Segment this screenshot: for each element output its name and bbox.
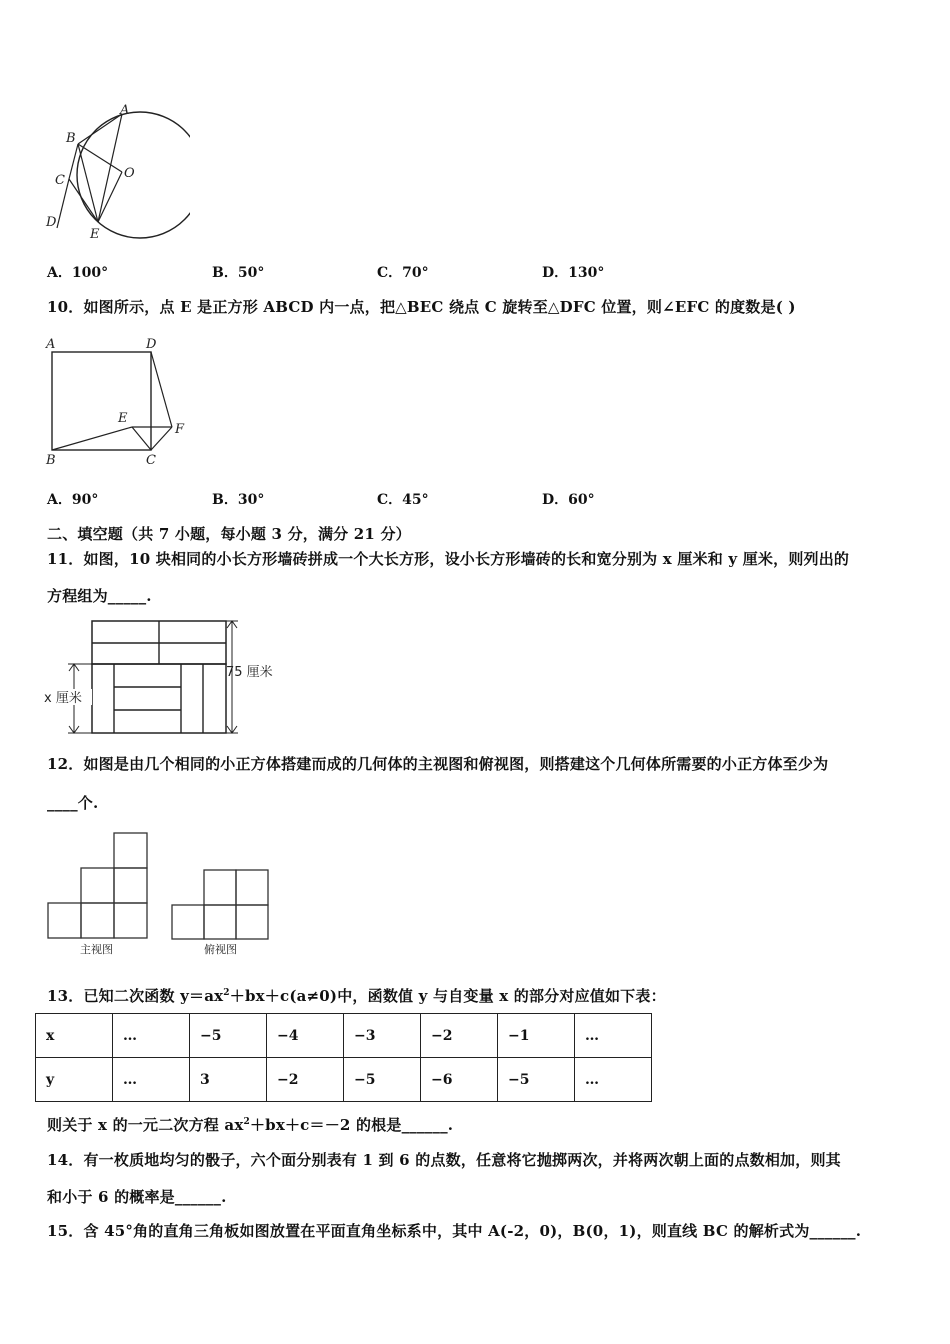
q9-label-C: C [55, 173, 65, 188]
q11-line-1: 11．如图，10 块相同的小长方形墙砖拼成一个大长方形，设小长方形墙砖的长和宽分别为 x 厘米和 y 厘米，则列出的 [47, 550, 850, 568]
table-cell: 3 [190, 1058, 267, 1102]
q10-option-c[interactable]: C．45° [377, 492, 429, 508]
q9-option-c[interactable]: C．70° [377, 265, 429, 281]
table-cell: −5 [498, 1058, 575, 1102]
q13-followup-text: 则关于 x 的一元二次方程 $ax^2+bx+c=-2$ 的根是______. [47, 1116, 454, 1134]
table-cell: −2 [421, 1014, 498, 1058]
table-cell: … [575, 1058, 652, 1102]
table-cell: −4 [267, 1014, 344, 1058]
q9-label-O: O [124, 166, 135, 181]
q11-line-2: 方程组为_____. [47, 587, 152, 605]
q10-option-d[interactable]: D．60° [542, 492, 595, 508]
q13-value-table [35, 1013, 652, 1102]
q9-label-D: D [46, 215, 57, 230]
table-cell: … [575, 1014, 652, 1058]
q9-label-B: B [66, 131, 76, 146]
q9-option-b[interactable]: B．50° [212, 265, 265, 281]
q9-option-d[interactable]: D．130° [542, 265, 605, 281]
table-cell: −2 [267, 1058, 344, 1102]
q10-label-F: F [175, 422, 185, 437]
table-cell: −5 [190, 1014, 267, 1058]
q12-views-figure [40, 825, 280, 960]
q10-question-text: 10．如图所示，点 E 是正方形 ABCD 内一点，把△BEC 绕点 C 旋转至△DFC 位置，则∠EFC 的度数是( ) [47, 298, 796, 316]
table-cell: … [113, 1014, 190, 1058]
q15-question-text: 15．含 45°角的直角三角板如图放置在平面直角坐标系中，其中 A(-2，0)，B(0，1)，则直线 BC 的解析式为______. [47, 1222, 862, 1240]
section-2-heading: 二、填空题（共 7 小题，每小题 3 分，满分 21 分） [47, 525, 411, 543]
q10-label-C: C [146, 453, 156, 468]
q12-top-view-caption: 俯视图 [204, 943, 237, 956]
q9-circle-figure [40, 100, 190, 245]
q10-label-E: E [118, 411, 128, 426]
table-cell: x [36, 1014, 113, 1058]
table-cell: −1 [498, 1014, 575, 1058]
q10-label-D: D [146, 337, 157, 352]
q14-line-2: 和小于 6 的概率是______. [47, 1188, 227, 1206]
q10-option-b[interactable]: B．30° [212, 492, 265, 508]
table-row [36, 1058, 652, 1102]
table-cell: y [36, 1058, 113, 1102]
q12-line-1: 12．如图是由几个相同的小正方体搭建而成的几何体的主视图和俯视图，则搭建这个几何体所需要的小正方体至少为 [47, 755, 829, 773]
q11-brick-figure [40, 615, 300, 740]
table-cell: −6 [421, 1058, 498, 1102]
q11-x-label: x 厘米 [44, 691, 82, 706]
q13-question-text: 13．已知二次函数 $y=ax^2+bx+c(a\ne 0)$中，函数值 y 与自变量 x 的部分对应值如下表： [47, 987, 666, 1005]
q9-label-E: E [90, 227, 100, 242]
q11-height-label: 75 厘米 [226, 665, 273, 680]
q9-option-a[interactable]: A．100° [47, 265, 109, 281]
q12-front-view-caption: 主视图 [80, 943, 113, 956]
q10-option-a[interactable]: A．90° [47, 492, 99, 508]
table-row [36, 1014, 652, 1058]
q12-line-2: ____个. [47, 794, 99, 812]
q14-line-1: 14．有一枚质地均匀的骰子，六个面分别表有 1 到 6 的点数，任意将它抛掷两次，并将两次朝上面的点数相加，则其 [47, 1151, 841, 1169]
q10-square-figure [40, 332, 200, 472]
q10-label-B: B [46, 453, 56, 468]
table-cell: −3 [344, 1014, 421, 1058]
table-cell: −5 [344, 1058, 421, 1102]
table-cell: … [113, 1058, 190, 1102]
q9-label-A: A [120, 103, 130, 118]
q10-label-A: A [46, 337, 56, 352]
